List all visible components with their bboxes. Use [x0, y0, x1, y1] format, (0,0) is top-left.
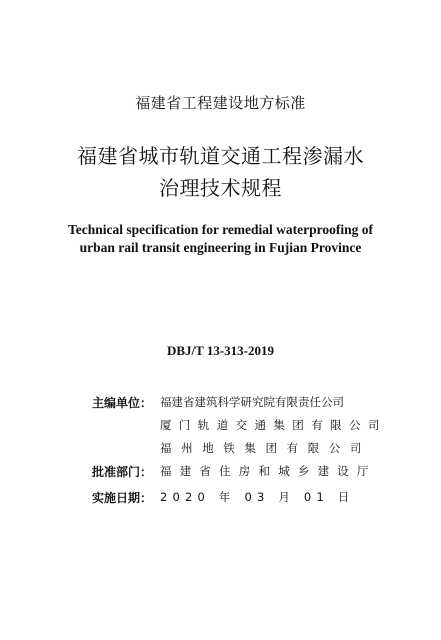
approval-dept: 福建省住房和城乡建设厅 [160, 464, 377, 478]
chief-editor-label: 主编单位： [92, 396, 153, 410]
standard-series-title: 福建省工程建设地方标准 [135, 94, 306, 112]
title-zh-line-2: 治理技术规程 [159, 176, 282, 200]
title-en-line-1: Technical specification for remedial waterproofing of [67, 222, 374, 237]
title-zh-line-1: 福建省城市轨道交通工程渗漏水 [77, 144, 364, 168]
approval-label: 批准部门： [92, 465, 153, 479]
title-en-line-2: urban rail transit engineering in Fujian Province [79, 240, 362, 255]
chief-editor-2: 厦门轨道交通集团有限公司 [160, 418, 387, 432]
implementation-date: 2020 年 03 月 01 日 [160, 490, 355, 504]
chief-editor-1: 福建省建筑科学研究院有限责任公司 [160, 395, 344, 409]
chief-editor-3: 福州地铁集团有限公司 [160, 441, 371, 455]
date-label: 实施日期： [92, 491, 153, 505]
standard-code: DBJ/T 13-313-2019 [166, 343, 274, 358]
